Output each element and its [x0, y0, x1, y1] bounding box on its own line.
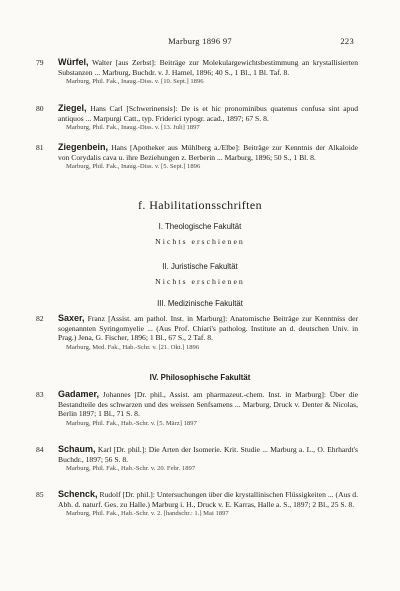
- entry-text: Johannes [Dr. phil., Assist. am pharmazeut.-chem. Inst. in Marburg]: Über die Bestandteile des schwarzen und des weissen Senfsamens ... Marburg, Druck v. Denter & Nicolas, Berlin 1897; 1 Bl., 71 S. 8.: [58, 390, 358, 419]
- entry-meta: Marburg, Phil. Fak., Inaug.-Diss. v. [5. Sept.] 1896: [66, 163, 201, 171]
- entry-85: [36, 489, 358, 518]
- author-name: Schaum,: [58, 444, 96, 454]
- entry-number: 83: [36, 390, 44, 399]
- entry-text: Walter [aus Zerbst]: Beiträge zur Molekulargewichtsbestimmung an krystallisierten Substanzen ... Marburg, Buchdr. v. J. Hamel, 1896; 40 S., 1 Bl., 1 Bl. Taf. 8.: [58, 58, 358, 77]
- page-number: 223: [340, 36, 354, 46]
- entry-text: Hans [Apotheker aus Mühlberg a./Elbe]: Beiträge zur Kenntnis der Alkaloide von Corydalis cava u. ihre Beziehungen z. Berberin ... Marburg, 1896; 50 S., 1 Bl. 8.: [58, 143, 358, 162]
- entry-text: Hans Carl [Schwerinensis]: De is et hic pronominibus quatenus confusa sint apud antiquos ... Marpurgi Catt., typ. Friderici typogr. acad., 1897; 67 S. 8.: [58, 104, 358, 123]
- entry-number: 79: [36, 58, 44, 67]
- page-header: [0, 36, 400, 48]
- entry-meta: Marburg, Phil. Fak., Inaug.-Diss. v. [13. Juli] 1897: [66, 124, 200, 132]
- entry-number: 81: [36, 143, 44, 152]
- entry-meta: Marburg, Med. Fak., Hab.-Schr. v. [21. Okt.] 1896: [66, 343, 200, 351]
- entry-number: 84: [36, 445, 44, 454]
- entry-meta: Marburg, Phil. Fak., Hab.-Schr. v. 2. [handschr.: 1.] Mai 1897: [66, 510, 229, 518]
- faculty-heading-theology: I. Theologische Fakultät: [158, 222, 242, 231]
- entry-82: [36, 313, 358, 352]
- entry-81: [36, 142, 358, 171]
- author-name: Ziegenbein,: [58, 142, 109, 152]
- author-name: Würfel,: [58, 57, 89, 67]
- entry-text: Rudolf [Dr. phil.]: Untersuchungen über die krystallinischen Flüssigkeiten ... (Aus d. Abh. d. naturf. Ges. zu Halle.) Marburg i. H., Druck v. E. Karras, Halle a. S., 1897; 2 Bl., 25 S. 8.: [58, 490, 358, 509]
- entry-80: [36, 103, 358, 132]
- entry-number: 80: [36, 104, 44, 113]
- entry-meta: Marburg, Phil. Fak., Hab.-Schr. v. 20. Febr. 1897: [66, 465, 196, 473]
- author-name: Gadamer,: [58, 389, 100, 399]
- nothing-published-note: Nichts erschienen: [155, 277, 245, 286]
- entry-meta: Marburg, Phil. Fak., Hab.-Schr. v. [5. März] 1897: [66, 419, 197, 427]
- entry-79: [36, 57, 358, 86]
- faculty-heading-law: II. Juristische Fakultät: [162, 262, 238, 271]
- faculty-heading-medicine: III. Medizinische Fakultät: [157, 299, 243, 308]
- author-name: Saxer,: [58, 313, 85, 323]
- faculty-heading-philosophy: IV. Philosophische Fakultät: [149, 373, 251, 382]
- running-title: Marburg 1896 97: [168, 36, 232, 46]
- entry-text: Karl [Dr. phil.]: Die Arten der Isomerie. Krit. Studie ... Marburg a. L., O. Ehrhardt's Buchdr., 1897; 56 S. 8.: [58, 445, 358, 464]
- author-name: Ziegel,: [58, 103, 87, 113]
- entry-84: [36, 444, 358, 473]
- nothing-published-note: Nichts erschienen: [155, 237, 245, 246]
- author-name: Schenck,: [58, 489, 98, 499]
- section-title: f. Habilitationsschriften: [138, 198, 262, 212]
- entry-83: [36, 389, 358, 428]
- entry-number: 85: [36, 490, 44, 499]
- entry-meta: Marburg, Phil. Fak., Inaug.-Diss. v. [10. Sept.] 1896: [66, 78, 204, 86]
- entry-number: 82: [36, 314, 44, 323]
- entry-text: Franz [Assist. am pathol. Inst. in Marburg]: Anatomische Beiträge zur Kenntniss der sogenannten Syringomyelie ... (Aus Prof. Chiari's patholog. Institute an d. deutschen Univ. in Prag.) Jena, G. Fischer, 1896; 1 Bl., 67 S., 2 Taf. 8.: [58, 314, 358, 343]
